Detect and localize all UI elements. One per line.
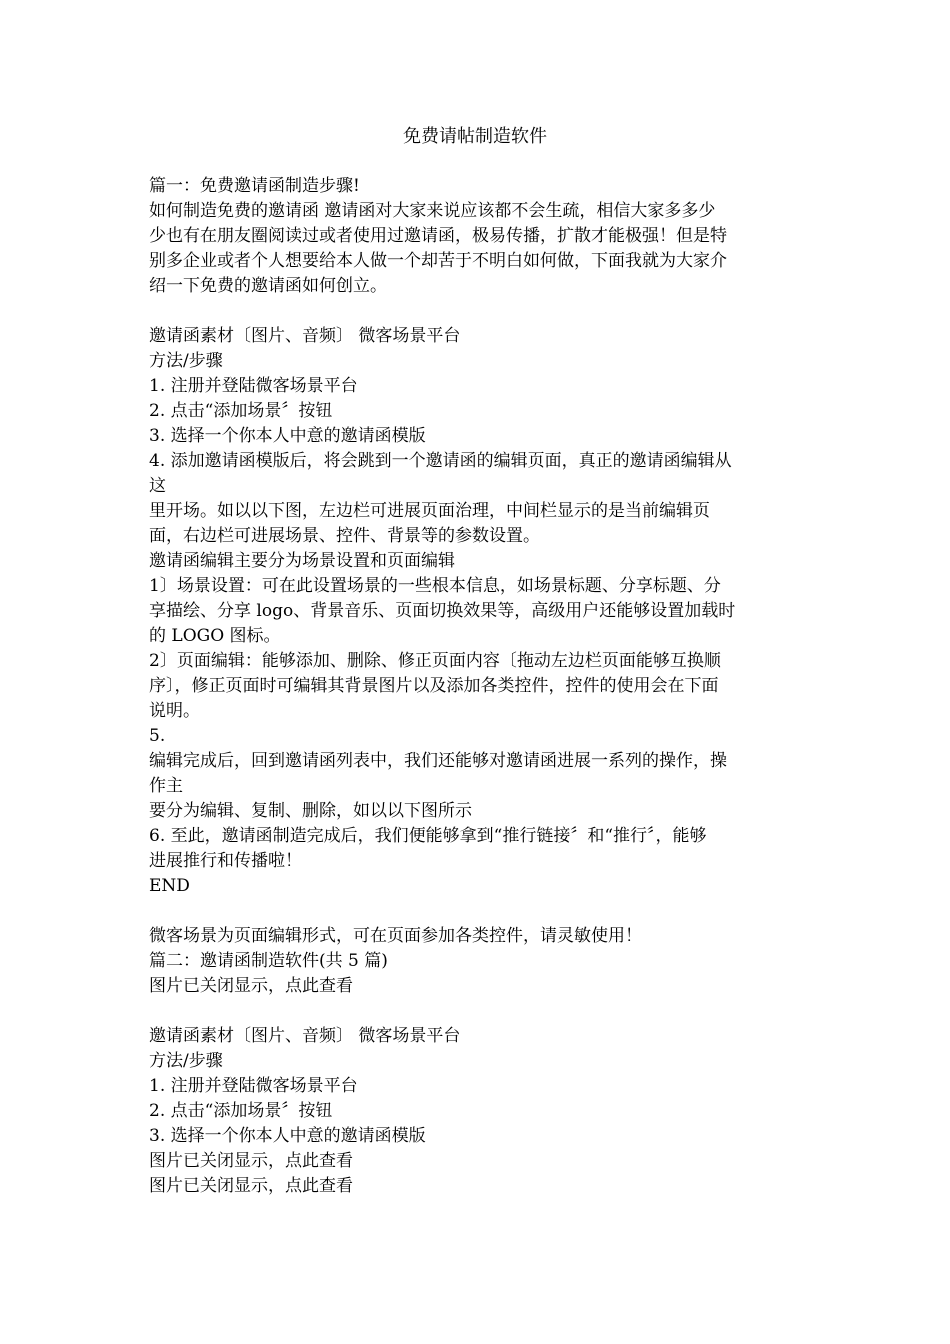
document-body <box>149 174 809 1199</box>
text-line: 如何制造免费的邀请函 邀请函对大家来说应该都不会生疏，相信大家多多少 <box>149 201 716 221</box>
text-line: 篇二：邀请函制造软件(共 5 篇) <box>149 951 388 971</box>
text-line: 篇一：免费邀请函制造步骤! <box>149 176 360 196</box>
document-title: 免费请帖制造软件 <box>403 126 547 147</box>
text-line: 享描绘、分享 logo、背景音乐、页面切换效果等，高级用户还能够设置加载时 <box>149 601 736 621</box>
text-line: 这 <box>149 476 166 496</box>
text-line: 图片已关闭显示，点此查看 <box>149 976 353 996</box>
text-line: 1. 注册并登陆微客场景平台 <box>149 1076 358 1096</box>
text-line: 别多企业或者个人想要给本人做一个却苦于不明白如何做，下面我就为大家介 <box>149 251 727 271</box>
text-line: 里开场。如以以下图，左边栏可进展页面治理，中间栏显示的是当前编辑页 <box>149 501 710 521</box>
text-line: 1. 注册并登陆微客场景平台 <box>149 376 358 396</box>
text-line: 编辑完成后，回到邀请函列表中，我们还能够对邀请函进展一系列的操作，操 <box>149 751 727 771</box>
text-line: END <box>149 876 190 896</box>
text-line: 邀请函编辑主要分为场景设置和页面编辑 <box>149 551 455 571</box>
text-line: 方法/步骤 <box>149 351 223 371</box>
text-line: 图片已关闭显示，点此查看 <box>149 1176 353 1196</box>
text-line: 绍一下免费的邀请函如何创立。 <box>149 276 387 296</box>
text-line: 序〕，修正页面时可编辑其背景图片以及添加各类控件，控件的使用会在下面 <box>149 676 719 696</box>
text-line: 3. 选择一个你本人中意的邀请函模版 <box>149 1126 426 1146</box>
text-line: 微客场景为页面编辑形式，可在页面参加各类控件，请灵敏使用！ <box>149 926 642 946</box>
text-line: 作主 <box>149 776 183 796</box>
text-line: 1〕场景设置：可在此设置场景的一些根本信息，如场景标题、分享标题、分 <box>149 576 721 596</box>
text-line: 3. 选择一个你本人中意的邀请函模版 <box>149 426 426 446</box>
text-line: 方法/步骤 <box>149 1051 223 1071</box>
text-line: 图片已关闭显示，点此查看 <box>149 1151 353 1171</box>
text-line: 5. <box>149 726 166 746</box>
text-line: 要分为编辑、复制、删除，如以以下图所示 <box>149 801 472 821</box>
text-line: 6. 至此，邀请函制造完成后，我们便能够拿到“推行链接〞和“推行〞，能够 <box>149 826 707 846</box>
text-line: 少也有在朋友圈阅读过或者使用过邀请函，极易传播，扩散才能极强！但是特 <box>149 226 727 246</box>
text-line: 2. 点击“添加场景〞按钮 <box>149 401 333 421</box>
text-line: 进展推行和传播啦！ <box>149 851 302 871</box>
text-line: 邀请函素材〔图片、音频〕 微客场景平台 <box>149 1026 461 1046</box>
text-line: 邀请函素材〔图片、音频〕 微客场景平台 <box>149 326 461 346</box>
text-line: 的 LOGO 图标。 <box>149 626 281 646</box>
text-line: 2〕页面编辑：能够添加、删除、修正页面内容〔拖动左边栏页面能够互换顺 <box>149 651 721 671</box>
text-line: 面，右边栏可进展场景、控件、背景等的参数设置。 <box>149 526 540 546</box>
blank-line <box>149 299 809 324</box>
blank-line <box>149 899 809 924</box>
text-line: 4. 添加邀请函模版后，将会跳到一个邀请函的编辑页面，真正的邀请函编辑从 <box>149 451 732 471</box>
text-line: 说明。 <box>149 701 200 721</box>
text-line: 2. 点击“添加场景〞按钮 <box>149 1101 333 1121</box>
blank-line <box>149 999 809 1024</box>
